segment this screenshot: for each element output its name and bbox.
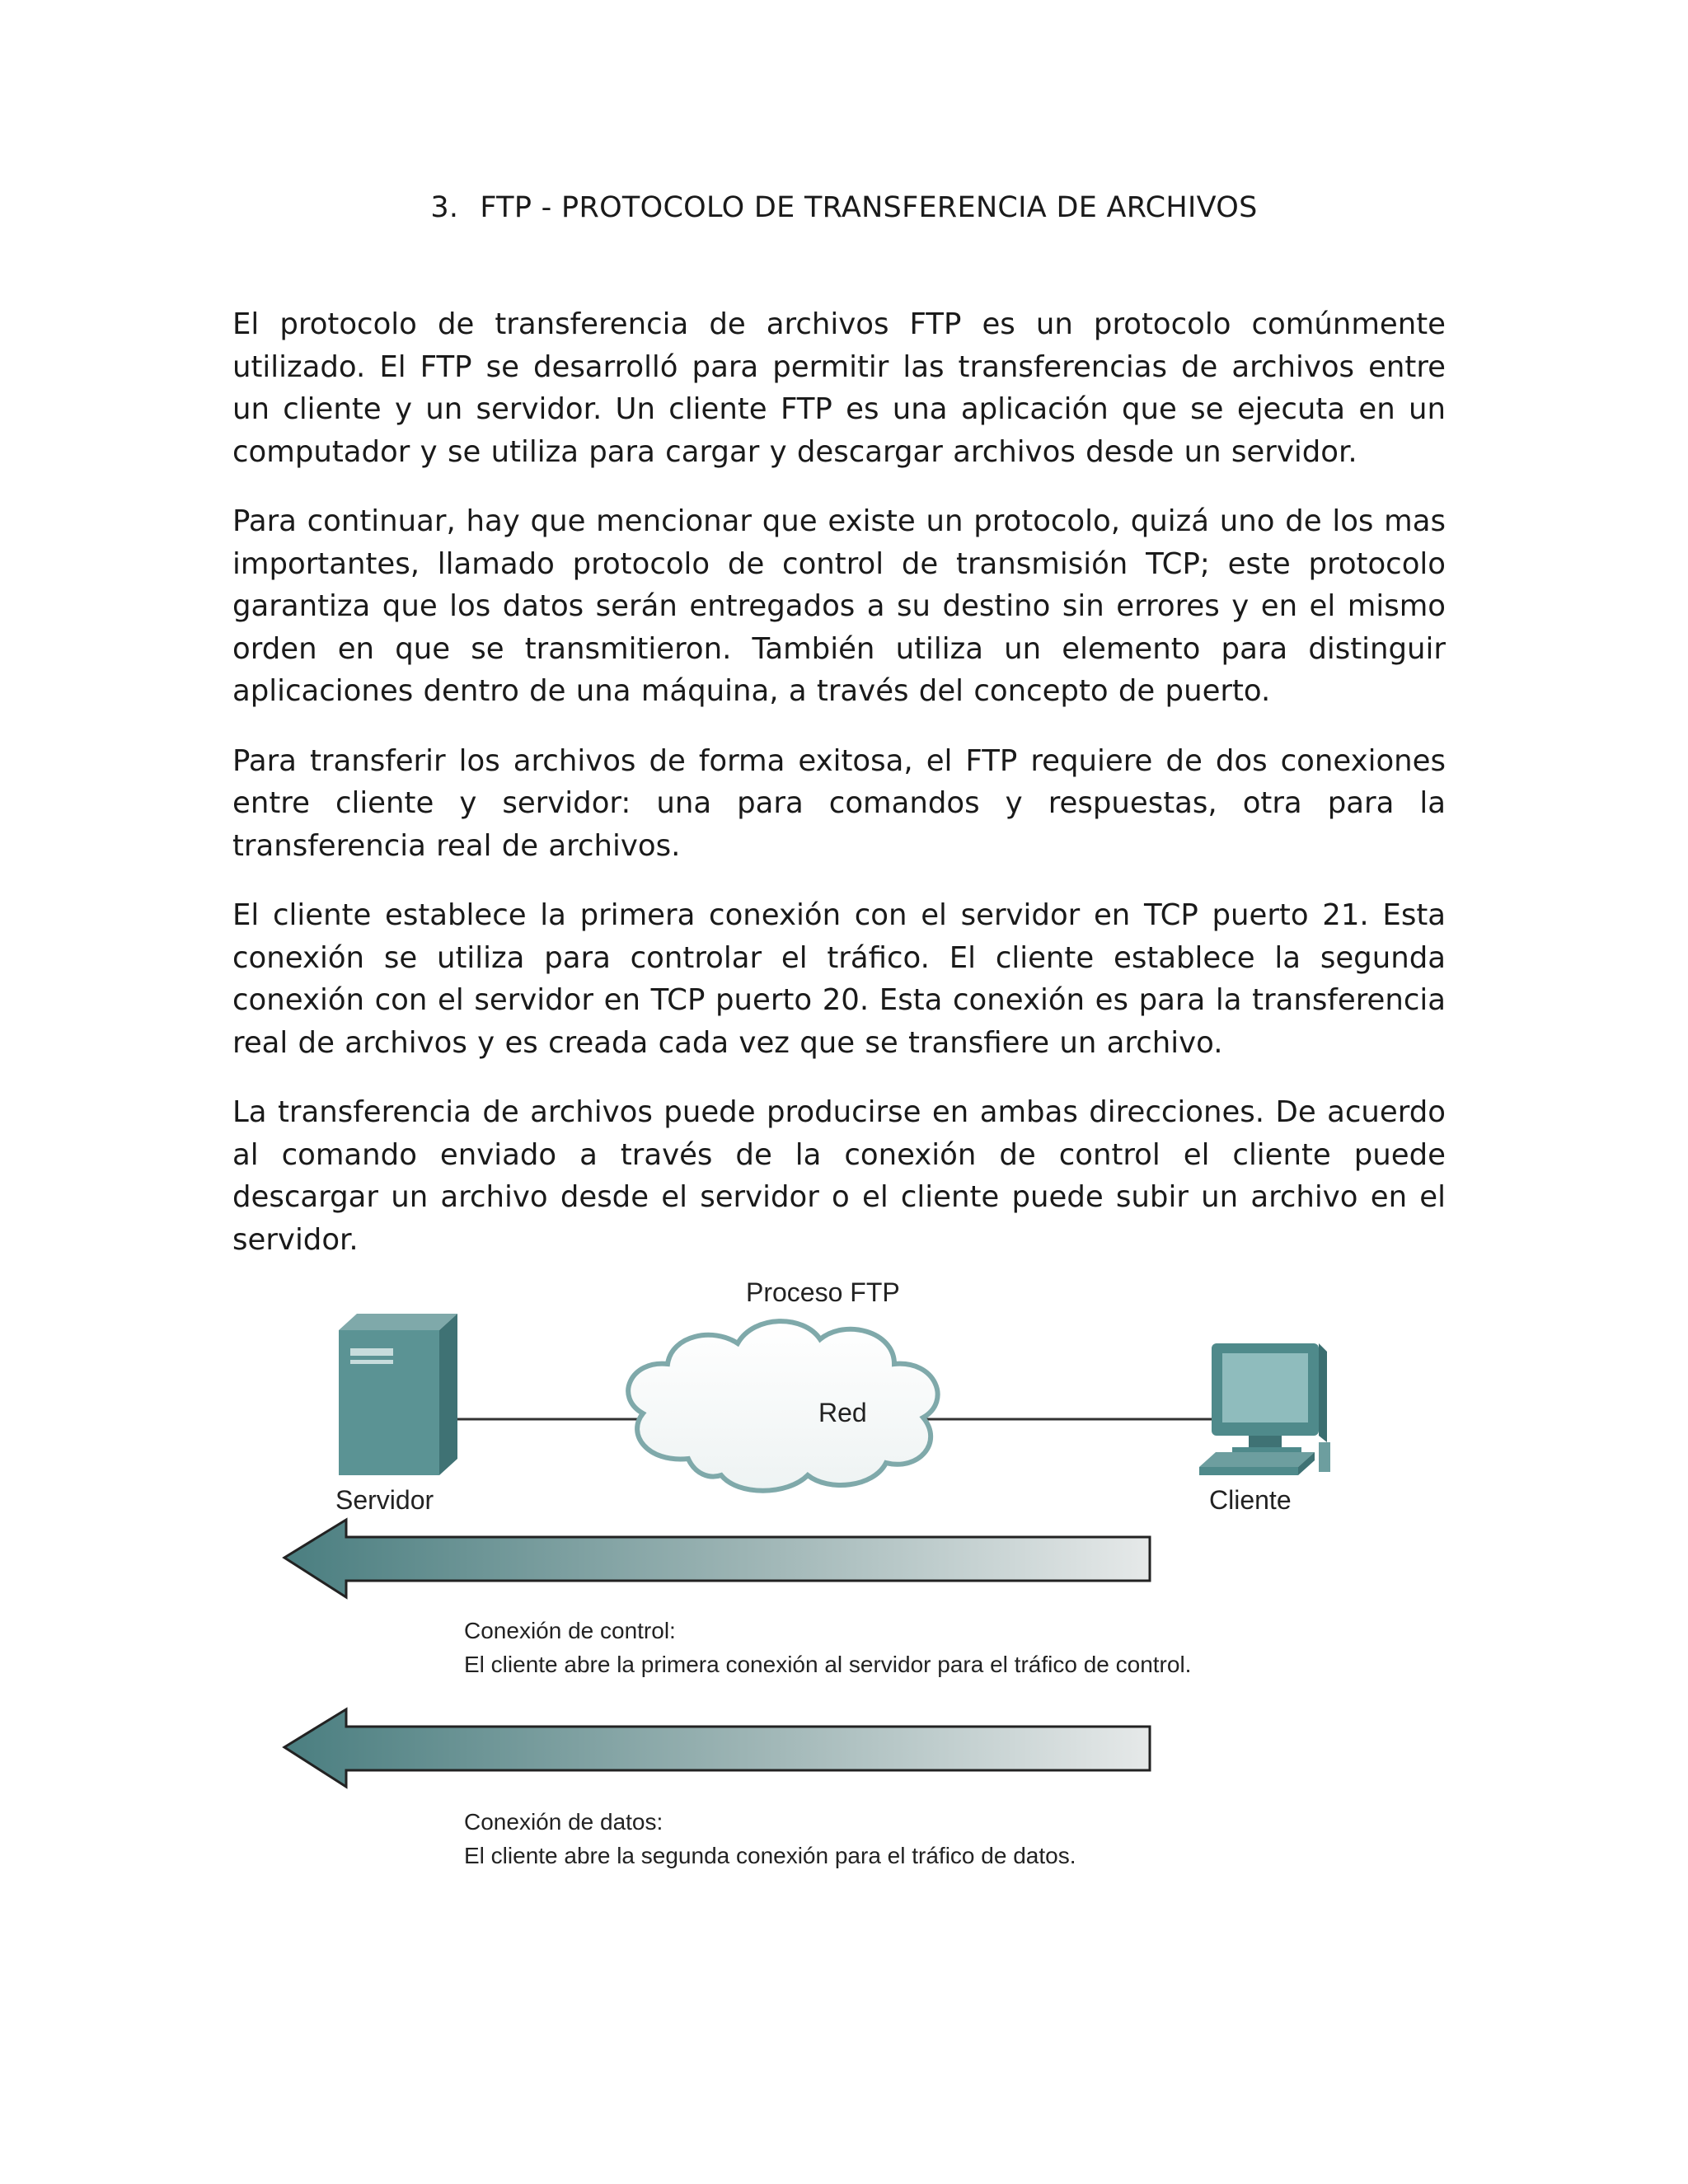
paragraph-2: Para continuar, hay que mencionar que existe un protocolo, quizá uno de los mas importantes, llamado protocolo de control de transmisión TCP; este protocolo garantiza que los datos serán entregados a su destino sin errores y en el mismo orden en que se transmitieron. También utiliza un elemento para distinguir aplicaciones dentro de una máquina, a través del concepto de puerto. — [232, 504, 1446, 708]
control-connection-description: El cliente abre la primera conexión al servidor para el tráfico de control. — [464, 1652, 1192, 1677]
ftp-process-diagram — [326, 1277, 1372, 1896]
paragraph-4: El cliente establece la primera conexión con el servidor en TCP puerto 21. Esta conexión se utiliza para controlar el tráfico. El cliente establece la segunda conexión con el servidor en TCP puerto 20. Esta conexión es para la transferencia real de archivos y es creada cada vez que se transfiere un archivo. — [232, 898, 1446, 1060]
diagram-title: Proceso FTP — [746, 1277, 900, 1307]
section-heading — [0, 191, 1688, 224]
data-connection-title: Conexión de datos: — [464, 1809, 663, 1835]
network-label: Red — [818, 1398, 867, 1427]
data-connection-arrow — [284, 1709, 1150, 1787]
section-title: FTP - PROTOCOLO DE TRANSFERENCIA DE ARCHIVOS — [480, 191, 1258, 224]
control-connection-text — [464, 1614, 1206, 1681]
client-label: Cliente — [1209, 1485, 1292, 1515]
computer-icon — [1199, 1343, 1330, 1475]
body-text — [232, 303, 1446, 1288]
paragraph-5: La transferencia de archivos puede producirse en ambas direcciones. De acuerdo al comando enviado a través de la conexión de control el cliente puede descargar un archivo desde el servidor o el cliente puede subir un archivo en el servidor. — [232, 1095, 1446, 1257]
server-icon — [339, 1314, 457, 1475]
server-label: Servidor — [335, 1485, 434, 1515]
cloud-icon — [628, 1321, 937, 1491]
data-connection-description: El cliente abre la segunda conexión para el tráfico de datos. — [464, 1843, 1076, 1868]
paragraph-1: El protocolo de transferencia de archivos FTP es un protocolo comúnmente utilizado. El FTP se desarrolló para permitir las transferencias de archivos entre un cliente y un servidor. Un cliente FTP es una aplicación que se ejecuta en un computador y se utiliza para cargar y descargar archivos desde un servidor. — [232, 307, 1446, 469]
data-connection-text — [464, 1805, 1206, 1872]
paragraph-3: Para transferir los archivos de forma exitosa, el FTP requiere de dos conexiones entre cliente y servidor: una para comandos y respuestas, otra para la transferencia real de archivos. — [232, 743, 1446, 863]
control-connection-arrow — [284, 1520, 1150, 1597]
diagram-graphics — [326, 1277, 1372, 1896]
section-number: 3. — [430, 191, 459, 224]
control-connection-title: Conexión de control: — [464, 1618, 676, 1643]
